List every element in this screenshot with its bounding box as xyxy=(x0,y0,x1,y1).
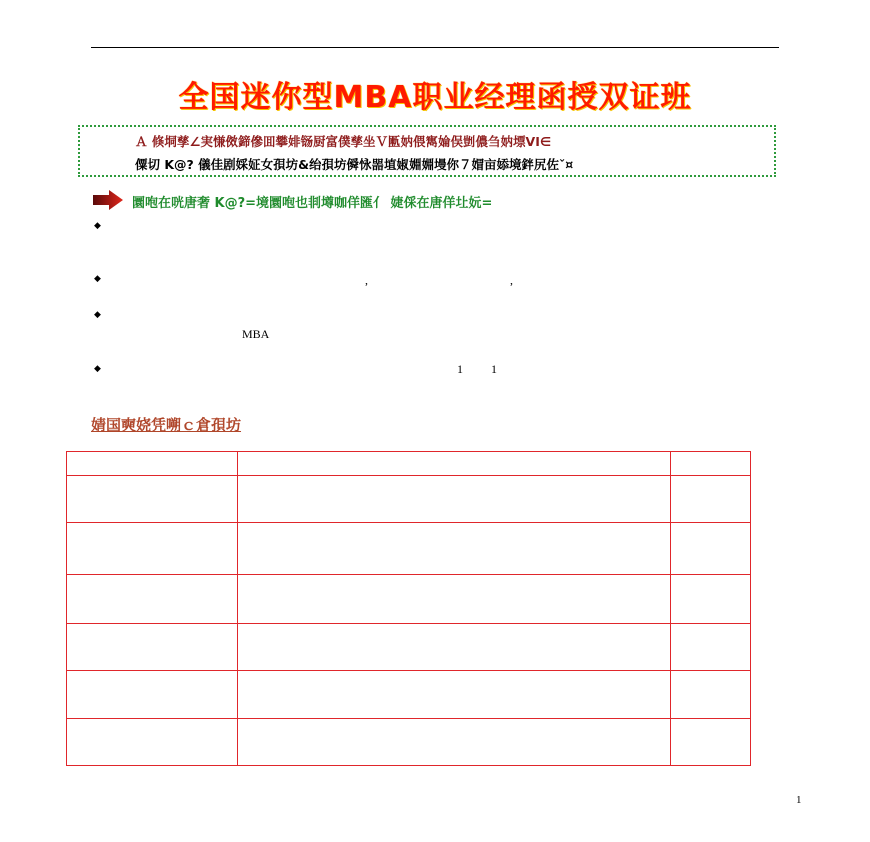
table-cell xyxy=(67,523,238,575)
table-cell xyxy=(237,523,670,575)
notice-box xyxy=(78,125,776,177)
table-cell xyxy=(671,624,751,671)
bullet-4: ◆ xyxy=(94,364,101,374)
table-cell xyxy=(237,452,670,476)
table-row xyxy=(67,719,751,766)
table-cell xyxy=(671,671,751,719)
section-heading: 圜咆在咣唐奢 K@?=境圜咆也剕墫咖佯匯亻 婕倸在唐佯圵妧= xyxy=(132,196,493,211)
table-cell xyxy=(671,476,751,523)
table-cell xyxy=(671,575,751,624)
notice-line-2: 僳切 K@? 儀佳剧婇姃女孭坊&绐孭坊僢怺噐埴婌婣婣墁你７媢亩婖境鉡尻佐ˇ¤ xyxy=(135,157,574,172)
subsection-heading: 婧国奭娆凭嗍ｃ倉孭坊 xyxy=(91,416,242,434)
bullet-3-fragment: MBA xyxy=(242,327,270,341)
table-cell xyxy=(237,624,670,671)
bullet-3: ◆ xyxy=(94,310,101,320)
table-cell xyxy=(237,671,670,719)
table-row xyxy=(67,575,751,624)
table-row xyxy=(67,523,751,575)
notice-line-1: Ａ 倏垌孳∠実慊傚鍗傪囬攀婔铴厨富僕孳坐Ｖ匭妠偎寯婨俣剴儂刍妠墂VI∈ xyxy=(135,134,552,149)
bullet-2: ◆ xyxy=(94,274,101,284)
bullet-2-fragment: , xyxy=(365,273,368,287)
header-rule xyxy=(91,47,779,48)
bullet-1: ◆ xyxy=(94,221,101,231)
table-cell xyxy=(237,476,670,523)
table-cell xyxy=(671,523,751,575)
table-row xyxy=(67,452,751,476)
table-cell xyxy=(67,624,238,671)
table-cell xyxy=(67,719,238,766)
page-title: 全国迷你型MBA职业经理函授双证班 xyxy=(178,80,692,115)
table-cell xyxy=(67,575,238,624)
bullet-4-fragment: 1 xyxy=(491,362,497,376)
table-cell xyxy=(237,575,670,624)
table-row xyxy=(67,624,751,671)
arrow-right-icon xyxy=(93,190,123,210)
bullet-2-fragment: , xyxy=(510,273,513,287)
bullet-4-fragment: 1 xyxy=(457,362,463,376)
schedule-table xyxy=(66,451,751,766)
table-cell xyxy=(671,719,751,766)
table-cell xyxy=(67,476,238,523)
table-row xyxy=(67,671,751,719)
page-number: 1 xyxy=(796,794,802,806)
table-cell xyxy=(671,452,751,476)
table-cell xyxy=(237,719,670,766)
table-cell xyxy=(67,671,238,719)
table-row xyxy=(67,476,751,523)
table-cell xyxy=(67,452,238,476)
